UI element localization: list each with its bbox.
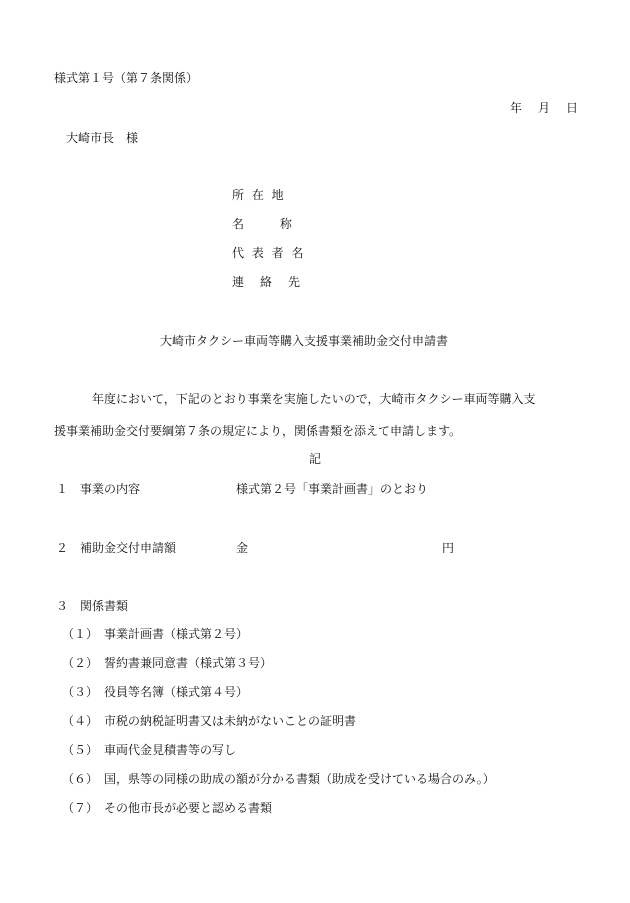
list-item-6-text: 国，県等の同様の助成の額が分かる書類（助成を受けている場合のみ。） [104, 772, 495, 786]
name-label: 名 称 [232, 217, 294, 231]
list-item-3-number: （３） [62, 685, 99, 699]
list-item-7-number: （７） [62, 801, 99, 815]
ki-heading: 記 [309, 452, 322, 466]
item3-label: 関係書類 [80, 599, 129, 613]
list-item-7-text: その他市長が必要と認める書類 [104, 801, 273, 815]
list-item-1-text: 事業計画書（様式第２号） [104, 627, 249, 641]
item2-label: 補助金交付申請額 [80, 541, 177, 555]
list-item-6-number: （６） [62, 772, 99, 786]
body-line-2: 援事業補助金交付要綱第７条の規定により，関係書類を添えて申請します。 [54, 424, 462, 438]
document-title: 大崎市タクシー車両等購入支援事業補助金交付申請書 [160, 334, 449, 348]
list-item-2-text: 誓約書兼同意書（様式第３号） [104, 656, 273, 670]
list-item-2-number: （２） [62, 656, 99, 670]
item1-value: 様式第２号「事業計画書」のとおり [236, 482, 429, 496]
list-item-4-text: 市税の納税証明書又は未納がないことの証明書 [104, 714, 357, 728]
item1-label: 事業の内容 [80, 482, 141, 496]
address-label: 所 在 地 [232, 188, 286, 202]
form-number: 様式第１号（第７条関係） [54, 71, 199, 85]
item3-number: ３ [56, 599, 69, 613]
list-item-1-number: （１） [62, 627, 99, 641]
list-item-3-text: 役員等名簿（様式第４号） [104, 685, 249, 699]
list-item-5-text: 車両代金見積書等の写し [104, 743, 237, 757]
list-item-5-number: （５） [62, 743, 99, 757]
body-line-1: 年度において，下記のとおり事業を実施したいので，大崎市タクシー車両等購入支 [92, 392, 536, 406]
date-line: 年 月 日 [510, 101, 581, 115]
item2-unit: 円 [442, 541, 455, 555]
list-item-4-number: （４） [62, 714, 99, 728]
item2-number: ２ [56, 541, 69, 555]
representative-label: 代 表 者 名 [232, 246, 306, 260]
item2-prefix: 金 [236, 541, 249, 555]
addressee: 大崎市長 様 [66, 131, 139, 145]
contact-label: 連 絡 先 [232, 275, 303, 289]
item1-number: １ [56, 482, 69, 496]
